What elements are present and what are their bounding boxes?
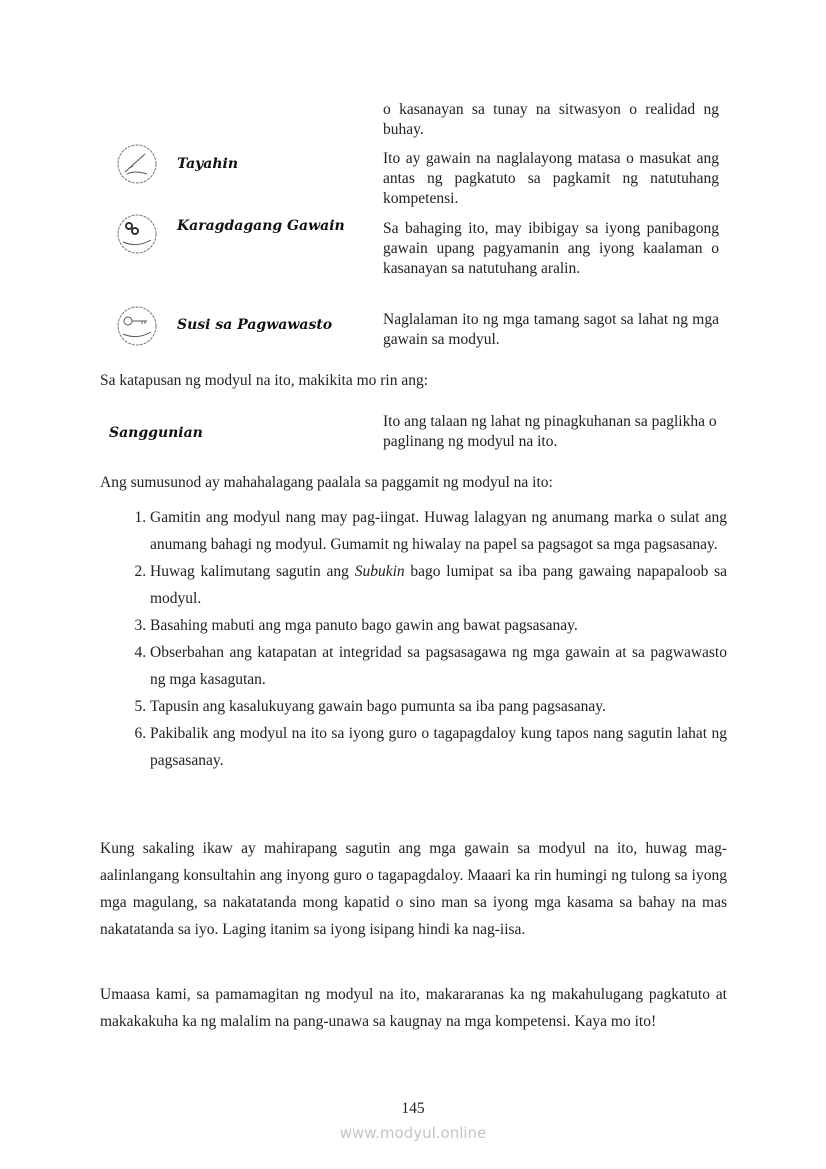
row-description-karagdagang-gawain: Sa bahaging ito, may ibibigay sa iyong panibagong gawain upang pagyamanin ang iyong kaalaman o kasanayan sa natutuhang aralin. — [383, 220, 719, 277]
italic-term: Subukin — [354, 563, 405, 580]
reminders-intro: Ang sumusunod ay mahahalagang paalala sa paggamit ng modyul na ito: — [100, 474, 553, 491]
list-item — [150, 558, 727, 612]
watermark: www.modyul.online — [339, 1124, 487, 1142]
row-label-susi-sa-pagwawasto: Susi sa Pagwawasto — [177, 317, 333, 333]
list-item: 6. Pakibalik ang modyul na ito sa iyong guro o tagapagdaloy kung tapos nang sagutin lahat ng pagsasanay. — [150, 720, 727, 774]
intro-end-text: Sa katapusan ng modyul na ito, makikita mo rin ang: — [100, 372, 429, 389]
list-item: 3. Basahing mabuti ang mga panuto bago gawin ang bawat pagsasanay. — [150, 612, 727, 639]
row-description-tayahin: Ito ay gawain na naglalayong matasa o masukat ang antas ng pagkatuto sa pagkamit ng natutuhang kompetensi. — [383, 150, 719, 207]
row-description-susi-sa-pagwawasto: Naglalaman ito ng mga tamang sagot sa lahat ng mga gawain sa modyul. — [383, 311, 719, 348]
hope-paragraph: Umaasa kami, sa pamamagitan ng modyul na ito, makararanas ka ng makahulugang pagkatuto at makakakuha ka ng malalim na pang-unawa sa kaugnay na mga kompetensi. Kaya mo ito! — [100, 986, 727, 1030]
list-item: 4. Obserbahan ang katapatan at integridad sa pagsasagawa ng mga gawain at sa pagwawasto ng mga kasagutan. — [150, 639, 727, 693]
text: bago lumipat sa iba pang gawaing napapaloob sa modyul. — [150, 563, 727, 607]
pen-hand-icon — [117, 144, 157, 184]
reminders-list — [100, 504, 727, 774]
list-item: 1. Gamitin ang modyul nang may pag-iingat. Huwag lalagyan ng anumang marka o sulat ang anumang bahagi ng modyul. Gumamit ng hiwalay na papel sa pagsagot sa mga pagsasanay. — [150, 504, 727, 558]
row-continuation-description: o kasanayan sa tunay na sitwasyon o realidad ng buhay. — [383, 101, 719, 138]
sanggunian-label: Sanggunian — [109, 425, 203, 441]
help-paragraph: Kung sakaling ikaw ay mahirapang sagutin ang mga gawain sa modyul na ito, huwag mag-aalinlangang konsultahin ang inyong guro o tagapagdaloy. Maaari ka rin humingi ng tulong sa iyong mga magulang, sa nakatatanda mong kapatid o sino man sa iyong mga kasama sa bahay na mas nakatatanda sa iyo. Laging itanim sa iyong isipang hindi ka nag-iisa. — [100, 840, 727, 938]
row-label-karagdagang-gawain: Karagdagang Gawain — [177, 218, 345, 234]
key-hand-icon — [117, 306, 157, 346]
page-number: 145 — [401, 1100, 425, 1117]
text: Huwag kalimutang sagutin ang — [150, 563, 355, 580]
sanggunian-description: Ito ang talaan ng lahat ng pinagkuhanan sa paglikha o paglinang ng modyul na ito. — [383, 413, 717, 450]
list-item: 5. Tapusin ang kasalukuyang gawain bago pumunta sa iba pang pagsasanay. — [150, 693, 727, 720]
gears-hand-icon — [117, 214, 157, 254]
row-label-tayahin: Tayahin — [177, 156, 239, 172]
